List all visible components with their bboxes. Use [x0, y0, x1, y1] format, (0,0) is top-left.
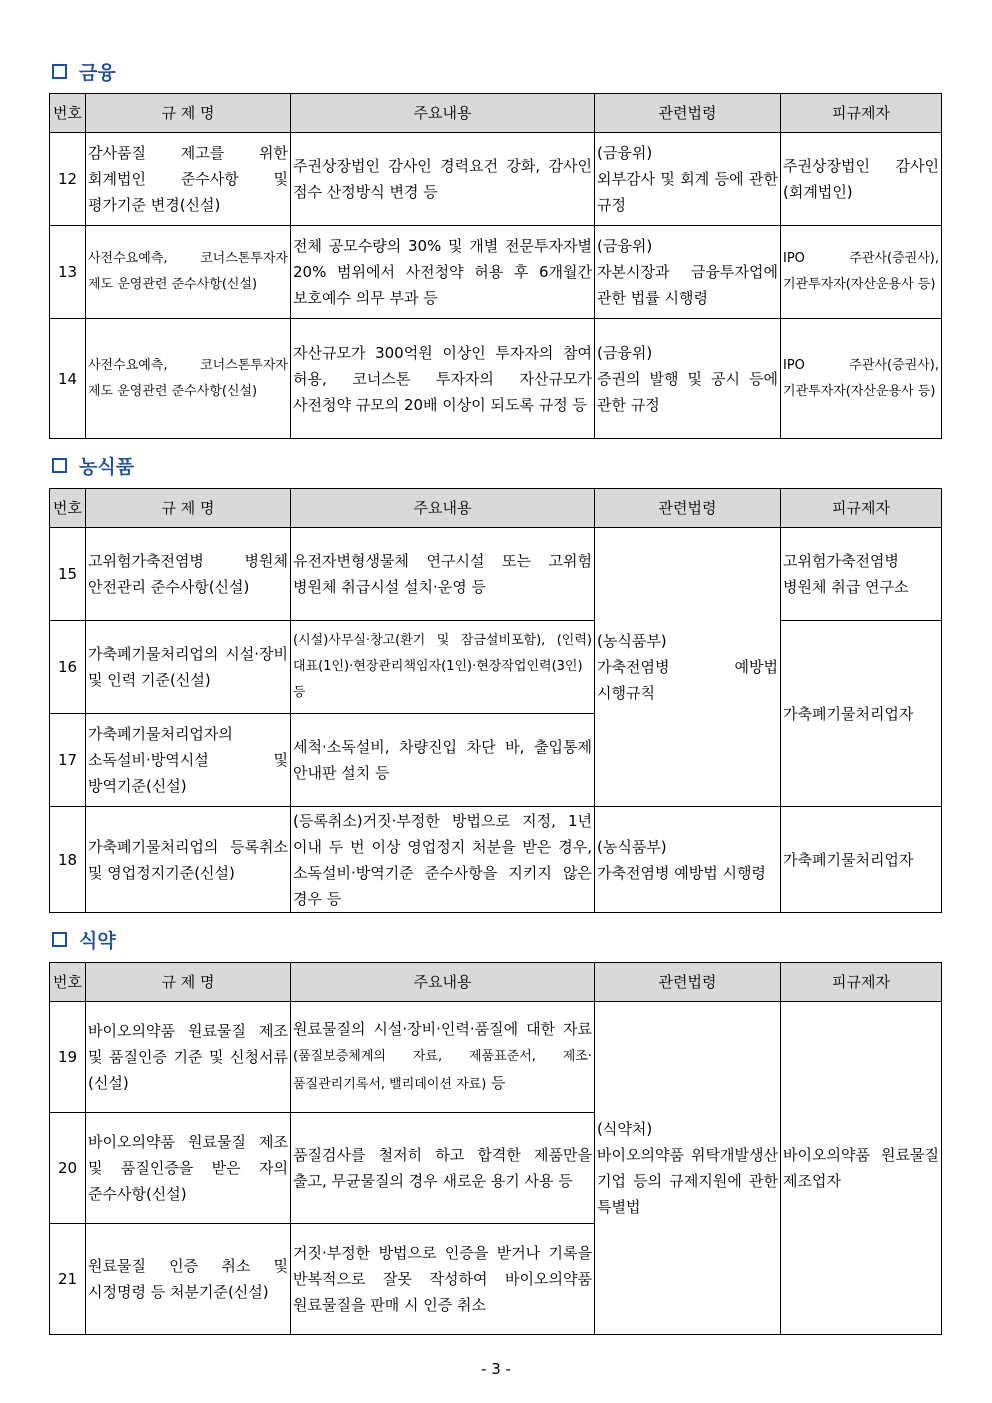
header-law: 관련법령: [595, 94, 781, 133]
header-number: 번호: [50, 94, 86, 133]
law-name: 가축전염병 예방법 시행령: [597, 863, 766, 882]
main-content: (시설)사무실·창고(환기 및 잠금설비포함), (인력)대표(1인)·현장관리책임자(1인)·현장작업인력(3인) 등: [291, 621, 595, 714]
law-dept: (금융위): [597, 237, 653, 255]
law-name: 자본시장과 금융투자업에 관한 법률 시행령: [597, 263, 778, 307]
finance-table: [49, 93, 942, 439]
regulation-name: 사전수요예측, 코너스톤투자자 제도 운영관련 준수사항(신설): [86, 319, 291, 439]
table-row: [50, 1002, 942, 1113]
main-content: 주권상장법인 감사인 경력요건 강화, 감사인 점수 산정방식 변경 등: [291, 133, 595, 226]
regulated-party: 가축폐기물처리업자: [781, 807, 942, 913]
section-title-text: 농식품: [79, 456, 135, 478]
content-suffix: 등: [486, 1074, 506, 1092]
related-law: [595, 807, 781, 913]
law-dept: (금융위): [597, 144, 653, 162]
law-name: 외부감사 및 회계 등에 관한 규정: [597, 170, 778, 214]
row-number: 14: [50, 319, 86, 439]
main-content: 품질검사를 철저히 하고 합격한 제품만을 출고, 무균물질의 경우 새로운 용기 사용 등: [291, 1113, 595, 1224]
section-title-text: 식약: [79, 930, 116, 952]
row-number: 12: [50, 133, 86, 226]
law-dept: (농식품부): [597, 632, 667, 650]
regulation-name: 사전수요예측, 코너스톤투자자 제도 운영관련 준수사항(신설): [86, 226, 291, 319]
law-name: 증권의 발행 및 공시 등에 관한 규정: [597, 369, 778, 414]
header-name: 규 제 명: [86, 94, 291, 133]
regulated-party: 고위험가축전염병 병원체 취급 연구소: [781, 528, 942, 621]
regulation-name: 바이오의약품 원료물질 제조 및 품질인증 기준 및 신청서류(신설): [86, 1002, 291, 1113]
regulation-name: 원료물질 인증 취소 및 시정명령 등 처분기준(신설): [86, 1224, 291, 1335]
table-row: [50, 319, 942, 439]
regulation-name: 가축폐기물처리업의 시설·장비 및 인력 기준(신설): [86, 621, 291, 714]
related-law: [595, 1002, 781, 1335]
table-row: [50, 528, 942, 621]
regulation-name: 감사품질 제고를 위한 회계법인 준수사항 및 평가기준 변경(신설): [86, 133, 291, 226]
header-target: 피규제자: [781, 94, 942, 133]
regulation-name: 가축폐기물처리업의 등록취소 및 영업정지기준(신설): [86, 807, 291, 913]
section-title-agri-food: [52, 452, 134, 479]
table-header-row: [50, 94, 942, 133]
regulated-party: 주권상장법인 감사인(회계법인): [781, 133, 942, 226]
main-content: 유전자변형생물체 연구시설 또는 고위험 병원체 취급시설 설치·운영 등: [291, 528, 595, 621]
law-dept: (식약처): [597, 1120, 653, 1138]
law-name: 가축전염병 예방법 시행규칙: [597, 658, 778, 702]
table-header-row: [50, 489, 942, 528]
square-bullet-icon: [52, 932, 67, 947]
header-number: 번호: [50, 489, 86, 528]
row-number: 21: [50, 1224, 86, 1335]
header-name: 규 제 명: [86, 489, 291, 528]
square-bullet-icon: [52, 64, 67, 79]
related-law: [595, 319, 781, 439]
row-number: 20: [50, 1113, 86, 1224]
table-row: [50, 621, 942, 714]
header-target: 피규제자: [781, 963, 942, 1002]
main-content: (등록취소)거짓·부정한 방법으로 지정, 1년 이내 두 번 이상 영업정지 처분을 받은 경우, 소독설비·방역기준 준수사항을 지키지 않은 경우 등: [291, 807, 595, 913]
related-law: [595, 133, 781, 226]
related-law: [595, 226, 781, 319]
section-title-food-drug: [52, 926, 116, 953]
row-number: 15: [50, 528, 86, 621]
header-content: 주요내용: [291, 963, 595, 1002]
header-number: 번호: [50, 963, 86, 1002]
table-header-row: [50, 963, 942, 1002]
header-content: 주요내용: [291, 94, 595, 133]
main-content: 거짓·부정한 방법으로 인증을 받거나 기록을 반복적으로 잘못 작성하여 바이오의약품 원료물질을 판매 시 인증 취소: [291, 1224, 595, 1335]
regulated-party: 바이오의약품 원료물질 제조업자: [781, 1002, 942, 1335]
table-row: [50, 807, 942, 913]
header-law: 관련법령: [595, 489, 781, 528]
row-number: 17: [50, 714, 86, 807]
regulated-party: IPO 주관사(증권사), 기관투자자(자산운용사 등): [781, 226, 942, 319]
header-law: 관련법령: [595, 963, 781, 1002]
food-drug-table: [49, 962, 942, 1335]
section-title-finance: [52, 58, 116, 85]
law-dept: (농식품부): [597, 837, 667, 856]
main-content: 자산규모가 300억원 이상인 투자자의 참여 허용, 코너스톤 투자자의 자산규모가 사전청약 규모의 20배 이상이 되도록 규정 등: [291, 319, 595, 439]
law-dept: (금융위): [597, 343, 653, 362]
regulated-party: 가축폐기물처리업자: [781, 621, 942, 807]
row-number: 13: [50, 226, 86, 319]
row-number: 16: [50, 621, 86, 714]
header-target: 피규제자: [781, 489, 942, 528]
section-title-text: 금융: [79, 62, 116, 84]
table-row: [50, 133, 942, 226]
square-bullet-icon: [52, 458, 67, 473]
law-name: 바이오의약품 위탁개발생산 기업 등의 규제지원에 관한 특별법: [597, 1146, 778, 1216]
content-main: 원료물질의 시설·장비·인력·품질에 대한 자료: [293, 1020, 592, 1038]
related-law: [595, 528, 781, 807]
main-content: 전체 공모수량의 30% 및 개별 전문투자자별 20% 범위에서 사전청약 허용 후 6개월간 보호예수 의무 부과 등: [291, 226, 595, 319]
row-number: 18: [50, 807, 86, 913]
header-content: 주요내용: [291, 489, 595, 528]
content-detail: (품질보증체계의 자료, 제품표준서, 제조·품질관리기록서, 밸리데이션 자료): [293, 1049, 592, 1092]
page-number: - 3 -: [481, 1360, 511, 1378]
header-name: 규 제 명: [86, 963, 291, 1002]
main-content: 세척·소독설비, 차량진입 차단 바, 출입통제 안내판 설치 등: [291, 714, 595, 807]
regulated-party: IPO 주관사(증권사), 기관투자자(자산운용사 등): [781, 319, 942, 439]
regulation-name: 고위험가축전염병 병원체 안전관리 준수사항(신설): [86, 528, 291, 621]
main-content: [291, 1002, 595, 1113]
regulation-name: 바이오의약품 원료물질 제조 및 품질인증을 받은 자의 준수사항(신설): [86, 1113, 291, 1224]
table-row: [50, 226, 942, 319]
row-number: 19: [50, 1002, 86, 1113]
agri-food-table: [49, 488, 942, 913]
regulation-name: 가축폐기물처리업자의 소독설비·방역시설 및 방역기준(신설): [86, 714, 291, 807]
